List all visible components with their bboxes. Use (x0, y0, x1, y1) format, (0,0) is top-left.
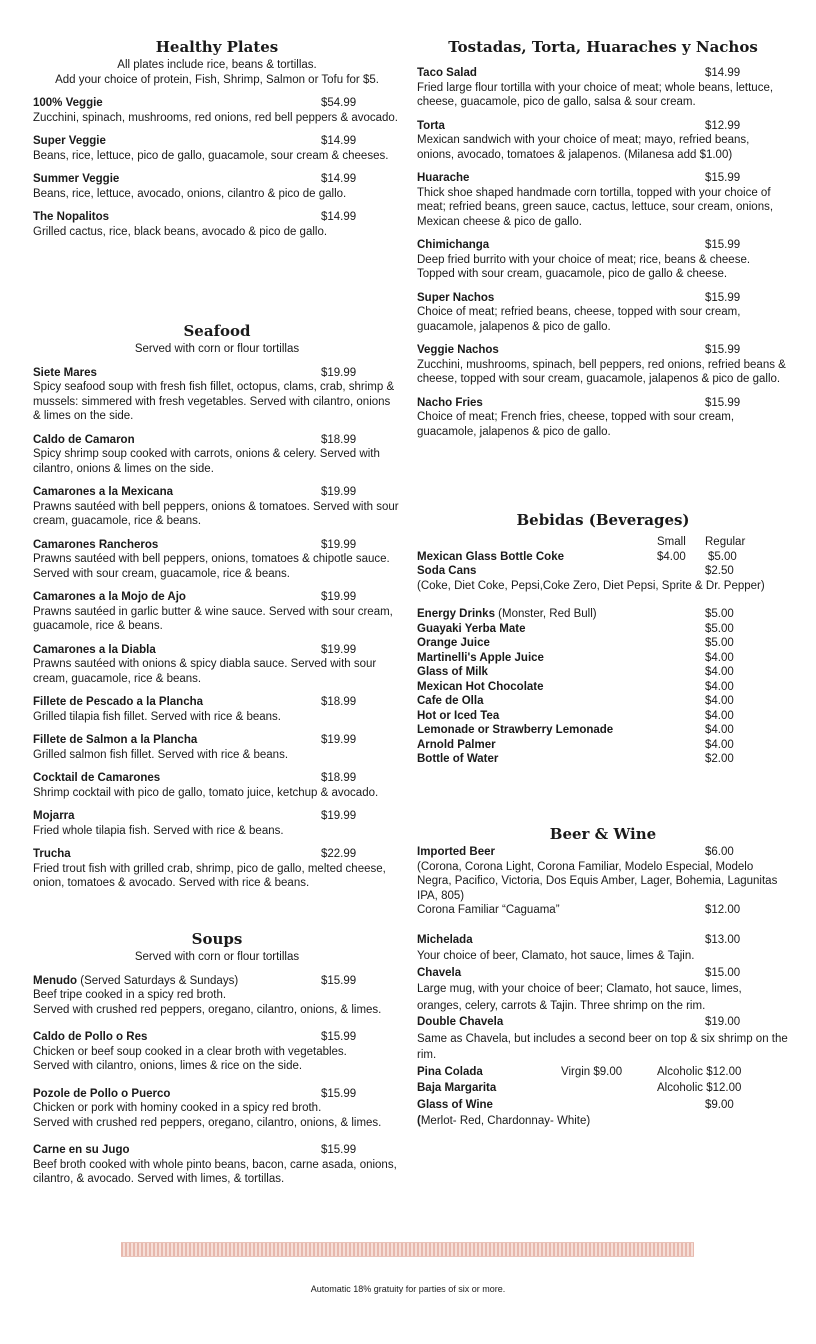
item-price: $15.99 (321, 1144, 357, 1156)
item-price: $19.99 (321, 810, 357, 822)
item-price: $14.99 (321, 173, 357, 185)
beverage-description: Large mug, with your choice of beer; Clamato, hot sauce, limes, oranges, celery, carrots & Tajin. Three shrimp on the rim. (417, 983, 742, 1012)
beverage-price: $5.00 (705, 637, 734, 649)
menu-list (33, 366, 401, 891)
item-description: Served with cilantro, onions, limes & rice on the side. (33, 1060, 303, 1072)
item-name: Carne en su Jugo (33, 1144, 130, 1156)
size-header (417, 535, 789, 550)
paren: ( (417, 1115, 421, 1127)
beverage-price: $13.00 (705, 933, 741, 946)
beverage-price: $4.00 (705, 695, 734, 707)
beverage-price: $9.00 (705, 1098, 734, 1111)
beverage-row (417, 651, 789, 666)
item-name: Cocktail de Camarones (33, 772, 161, 784)
item-description: Beef tripe cooked in a spicy red broth. (33, 989, 227, 1001)
item-price: $19.99 (321, 643, 357, 656)
item-name: Taco Salad (417, 67, 477, 79)
item-description: Grilled salmon fish fillet. Served with rice & beans. (33, 748, 289, 761)
beverage-row (417, 1097, 789, 1114)
item-description: Zucchini, mushrooms, spinach, bell peppers, red onions, refried beans & cheese, topped with sour cream, guacamole, jalapenos & pico de gallo. (417, 358, 786, 385)
menu-item (33, 695, 401, 724)
section-subtitle: Add your choice of protein, Fish, Shrimp, Salmon or Tofu for $5. (55, 73, 379, 86)
beverage-price: $4.00 (705, 724, 734, 736)
beverage-row (417, 903, 789, 918)
item-description: Prawns sautéed in garlic butter & wine sauce. Served with sour cream, guacamole, rice & beans. (33, 605, 393, 632)
item-name: The Nopalitos (33, 211, 110, 223)
menu-item (33, 485, 401, 529)
item-note: (Served Saturdays & Sundays) (77, 974, 239, 987)
beverage-price: $5.00 (705, 622, 734, 635)
item-price: $15.99 (705, 239, 741, 251)
menu-item (33, 433, 401, 477)
menu-item (33, 643, 401, 687)
beverage-row (417, 680, 789, 695)
item-name: Huarache (417, 172, 470, 184)
beverage-name: Glass of Milk (417, 666, 488, 678)
item-price: $15.99 (705, 396, 741, 409)
seafood-section (33, 322, 401, 891)
beverage-name: Pina Colada (417, 1065, 483, 1078)
item-name: 100% Veggie (33, 97, 103, 109)
menu-item (33, 538, 401, 582)
beverage-name: Arnold Palmer (417, 738, 496, 751)
wine-description: Merlot- Red, Chardonnay- White) (420, 1115, 591, 1127)
beverage-name: Energy Drinks (417, 608, 495, 620)
item-price: $54.99 (321, 97, 357, 109)
beverage-row (417, 965, 789, 982)
item-description: Chicken or beef soup cooked in a clear broth with vegetables. (33, 1045, 347, 1058)
menu-list (33, 96, 401, 239)
beverage-name: Glass of Wine (417, 1098, 493, 1111)
tostadas-section (417, 38, 789, 439)
beverage-name: Chavela (417, 966, 462, 979)
item-name: Caldo de Camaron (33, 433, 135, 446)
beverage-name: Hot or Iced Tea (417, 709, 500, 722)
section-title: Soups (191, 930, 243, 948)
item-price: $19.99 (321, 591, 357, 603)
beverage-row (417, 636, 789, 651)
beverage-virgin-price: Virgin $9.00 (561, 1065, 623, 1078)
item-description: Spicy seafood soup with fresh fish fillet, octopus, clams, crab, shrimp & mussels: simmered with fresh vegetables. Served with cilantro, onions & limes on the side. (33, 381, 395, 422)
menu-item (417, 343, 789, 387)
item-description: Mexican sandwich with your choice of meat; mayo, refried beans, onions, avocado, tomatoes & jalapenos. (Milanesa add $1.00) (417, 134, 750, 161)
item-name: Caldo de Pollo o Res (33, 1031, 148, 1043)
item-name: Super Nachos (417, 291, 495, 304)
beverage-row (417, 564, 789, 579)
item-description: Served with crushed red peppers, oregano, cilantro, onions, & limes. (33, 1003, 382, 1016)
beer-wine-section (417, 825, 789, 1130)
item-price: $18.99 (321, 433, 357, 446)
beverage-row (417, 738, 789, 753)
beverage-name: Michelada (417, 933, 473, 946)
item-name: Veggie Nachos (417, 344, 499, 356)
item-price: $15.99 (321, 1087, 357, 1100)
beverage-name: Guayaki Yerba Mate (417, 622, 526, 635)
item-description: Fried trout fish with grilled crab, shrimp, pico de gallo, melted cheese, onion, tomatoes & avocado. Served with rice & beans. (33, 862, 386, 889)
item-price: $22.99 (321, 848, 357, 860)
beverage-description (417, 1113, 789, 1130)
item-name: Camarones Rancheros (33, 538, 159, 551)
section-subtitle: All plates include rice, beans & tortillas. (117, 59, 317, 71)
item-name: Fillete de Pescado a la Plancha (33, 696, 204, 708)
menu-item (33, 1030, 401, 1074)
item-price: $15.99 (705, 291, 741, 304)
regular-label: Regular (705, 536, 746, 548)
item-description: Shrimp cocktail with pico de gallo, tomato juice, ketchup & avocado. (33, 786, 379, 799)
beverage-row (417, 1064, 789, 1081)
small-label: Small (657, 536, 686, 548)
beverage-name: Double Chavela (417, 1016, 504, 1028)
menu-item (33, 847, 401, 891)
item-price: $12.99 (705, 119, 741, 132)
beverage-price: $2.00 (705, 753, 734, 765)
beverage-price: $4.00 (705, 709, 734, 722)
menu-item (33, 809, 401, 838)
beverage-price: $2.50 (705, 565, 734, 577)
item-description: Beef broth cooked with whole pinto beans, bacon, carne asada, onions, cilantro, & avocado. Served with limes, & tortillas. (33, 1158, 397, 1185)
menu-item (417, 66, 789, 110)
item-description: Deep fried burrito with your choice of meat; rice, beans & cheese. Topped with sour cream, guacamole, pico de gallo & cheese. (417, 253, 751, 280)
beverage-name: Lemonade or Strawberry Lemonade (417, 724, 614, 736)
menu-item (33, 974, 401, 1018)
section-title: Bebidas (Beverages) (516, 511, 690, 529)
item-price: $15.99 (321, 1031, 357, 1043)
beverage-name: Cafe de Olla (417, 695, 484, 707)
beverage-name: Soda Cans (417, 565, 477, 577)
menu-item (33, 1143, 401, 1187)
item-description: Fried whole tilapia fish. Served with rice & beans. (33, 824, 284, 837)
item-price: $14.99 (321, 211, 357, 223)
item-description: Chicken or pork with hominy cooked in a spicy red broth. (33, 1102, 322, 1114)
item-description: Spicy shrimp soup cooked with carrots, onions & celery. Served with cilantro, onions & limes on the side. (33, 448, 380, 475)
section-title: Seafood (183, 322, 251, 340)
item-description: Beans, rice, lettuce, avocado, onions, cilantro & pico de gallo. (33, 187, 347, 200)
item-description: Prawns sautéed with bell peppers, onions, tomatoes & chipotle sauce. Served with sour cream, guacamole, rice & beans. (33, 553, 390, 580)
beverage-row (417, 932, 789, 949)
beverage-row (417, 709, 789, 724)
item-name: Chimichanga (417, 239, 490, 251)
item-price: $14.99 (321, 135, 357, 147)
menu-item (417, 119, 789, 163)
item-name: Mojarra (33, 810, 75, 822)
beverage-row (417, 1080, 789, 1097)
section-subtitle: Served with corn or flour tortillas (134, 951, 300, 963)
item-description: Fried large flour tortilla with your choice of meat; whole beans, lettuce, cheese, guacamole, pico de gallo, salsa & sour cream. (417, 81, 774, 108)
beverage-description: Your choice of beer, Clamato, hot sauce, limes & Tajin. (417, 950, 695, 962)
item-name: Torta (417, 119, 445, 132)
menu-item (417, 238, 789, 282)
menu-item (33, 172, 401, 201)
item-name: Camarones a la Diabla (33, 643, 156, 656)
menu-list (417, 66, 789, 439)
item-price: $15.99 (705, 344, 741, 356)
section-subtitle: Served with corn or flour tortillas (134, 343, 300, 355)
menu-item (33, 771, 401, 800)
item-description: Beans, rice, lettuce, pico de gallo, guacamole, sour cream & cheeses. (33, 149, 389, 162)
beverage-price: $15.00 (705, 966, 741, 979)
item-name: Pozole de Pollo o Puerco (33, 1087, 171, 1100)
item-price: $19.99 (321, 538, 357, 551)
item-description: Thick shoe shaped handmade corn tortilla, topped with your choice of meat; refried beans, green sauce, cactus, lettuce, sour cream, onions, Mexican cheese & pico de gallo. (417, 186, 774, 228)
item-name: Camarones a la Mojo de Ajo (33, 591, 186, 603)
beverage-name: Imported Beer (417, 846, 495, 858)
section-title: Tostadas, Torta, Huaraches y Nachos (448, 38, 758, 56)
beverage-row (417, 622, 789, 637)
menu-item (33, 96, 401, 125)
section-title: Healthy Plates (155, 38, 279, 56)
item-description: Choice of meat; French fries, cheese, topped with sour cream, guacamole, jalapenos & pico de gallo. (417, 411, 735, 438)
beverage-small-price: $4.00 (657, 550, 686, 563)
item-description: Grilled cactus, rice, black beans, avocado & pico de gallo. (33, 225, 328, 238)
healthy-plates-section (33, 38, 401, 239)
beverage-row (417, 607, 789, 622)
beverage-row (417, 665, 789, 680)
item-description: Choice of meat; refried beans, cheese, topped with sour cream, guacamole, jalapenos & pico de gallo. (417, 306, 741, 333)
item-description: Prawns sautéed with bell peppers, onions & tomatoes. Served with sour cream, guacamole, rice & beans. (33, 500, 399, 527)
item-price: $19.99 (321, 486, 357, 498)
item-price: $15.99 (705, 172, 741, 184)
beverage-name: Mexican Hot Chocolate (417, 680, 544, 693)
beverage-description: Same as Chavela, but includes a second beer on top & six shrimp on the rim. (417, 1032, 788, 1061)
beverage-row (417, 550, 789, 565)
item-name: Trucha (33, 848, 71, 860)
item-name: Camarones a la Mexicana (33, 486, 173, 498)
menu-item (33, 134, 401, 163)
item-description: Prawns sautéed with onions & spicy diabla sauce. Served with sour cream, guacamole, rice & beans. (33, 658, 377, 685)
item-price: $19.99 (321, 734, 357, 746)
beverage-name: Orange Juice (417, 637, 490, 649)
item-name: Nacho Fries (417, 396, 483, 409)
item-name: Summer Veggie (33, 173, 120, 185)
beverage-price: $4.00 (705, 680, 734, 693)
beverage-price: $4.00 (705, 651, 734, 664)
beverage-row (417, 723, 789, 738)
beverage-name: Mexican Glass Bottle Coke (417, 550, 564, 563)
beverage-price: $4.00 (705, 738, 734, 751)
beverage-row (417, 752, 789, 767)
bebidas-section (417, 511, 789, 767)
beverage-row (417, 1014, 789, 1031)
item-description: Zucchini, spinach, mushrooms, red onions, red bell peppers & avocado. (33, 111, 399, 124)
menu-item (417, 396, 789, 440)
item-name: Fillete de Salmon a la Plancha (33, 734, 198, 746)
menu-item (33, 366, 401, 424)
item-price: $18.99 (321, 696, 357, 708)
item-price: $19.99 (321, 366, 357, 379)
menu-item (33, 1087, 401, 1131)
menu-list (33, 974, 401, 1187)
beverage-name: Corona Familiar “Caguama” (417, 904, 560, 916)
beverage-price: $6.00 (705, 846, 734, 858)
item-description: Served with crushed red peppers, oregano, cilantro, onions, & limes. (33, 1116, 382, 1129)
beverage-price: $4.00 (705, 666, 734, 678)
beverage-alcoholic-price: Alcoholic $12.00 (657, 1082, 742, 1094)
beverage-name: Baja Margarita (417, 1082, 497, 1094)
menu-item (33, 590, 401, 634)
beverage-regular-price: $5.00 (708, 550, 737, 563)
item-price: $14.99 (705, 67, 741, 79)
beverage-row (417, 694, 789, 709)
menu-item (417, 171, 789, 229)
item-name: Super Veggie (33, 135, 106, 147)
item-name: Menudo (33, 974, 78, 987)
beverage-row (417, 845, 789, 860)
beverage-price: $5.00 (705, 608, 734, 620)
item-description: Grilled tilapia fish fillet. Served with rice & beans. (33, 710, 281, 723)
item-name: Siete Mares (33, 366, 97, 379)
menu-item (417, 291, 789, 335)
soups-section (33, 930, 401, 1187)
item-price: $18.99 (321, 772, 357, 784)
beverage-alcoholic-price: Alcoholic $12.00 (657, 1065, 742, 1078)
beverage-description: (Corona, Corona Light, Corona Familiar, Modelo Especial, Modelo Negra, Pacifico, Victoria, Dos Equis Amber, Lager, Bohemia, Lagunitas IPA, 805) (417, 860, 778, 902)
gratuity-note: Automatic 18% gratuity for parties of six or more. (310, 1284, 506, 1294)
beverage-note: (Monster, Red Bull) (494, 608, 597, 620)
item-price: $15.99 (321, 974, 357, 987)
decorative-ribbon (121, 1242, 694, 1257)
beverage-name: Bottle of Water (417, 753, 499, 765)
menu-item (33, 733, 401, 762)
menu-item (33, 210, 401, 239)
beverage-name: Martinelli's Apple Juice (417, 651, 544, 664)
beverage-price: $19.00 (705, 1016, 741, 1028)
beverage-description: (Coke, Diet Coke, Pepsi,Coke Zero, Diet Pepsi, Sprite & Dr. Pepper) (417, 579, 765, 592)
section-title: Beer & Wine (549, 825, 657, 843)
beverage-price: $12.00 (705, 904, 741, 916)
